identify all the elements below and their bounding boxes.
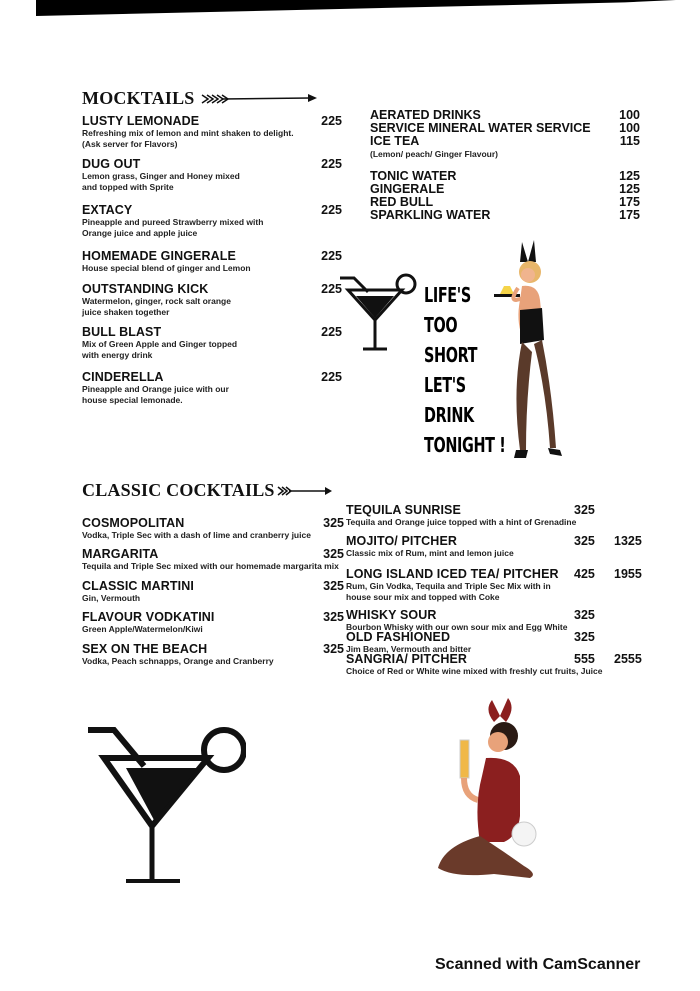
arrow-icon (277, 485, 333, 497)
menu-item-whisky-sour (346, 608, 646, 633)
item-price: 325 (323, 642, 344, 656)
beverage-name: TONIC WATER (370, 168, 457, 183)
item-description: Orange juice and apple juice (82, 227, 198, 238)
item-price: 225 (321, 249, 342, 263)
item-name: DUG OUT (82, 157, 141, 171)
beverages-list (370, 103, 640, 222)
menu-item-mojito-pitcher (346, 534, 646, 559)
scan-edge-shadow (36, 0, 676, 16)
item-description: Lemon grass, Ginger and Honey mixed (82, 171, 240, 181)
item-description: Refreshing mix of lemon and mint shaken to delight. (82, 128, 294, 138)
menu-item-margarita (82, 547, 344, 572)
beverage-price: 175 (619, 194, 640, 209)
item-price: 225 (321, 282, 342, 296)
menu-item-tequila-sunrise (346, 503, 646, 528)
item-price: 425 (574, 567, 595, 581)
menu-item-classic-martini (82, 579, 344, 604)
item-description: Tequila and Orange juice topped with a hint of Grenadine (346, 517, 577, 527)
item-pitcher-price: 1955 (614, 567, 642, 581)
item-description: Pineapple and Orange juice with our (82, 384, 229, 394)
beverage-price: 125 (619, 168, 640, 183)
beverage-name: RED BULL (370, 194, 434, 209)
item-description: Pineapple and pureed Strawberry mixed with (82, 217, 264, 227)
item-description: Bourbon Whisky with our own sour mix and Egg White (346, 622, 568, 632)
arrow-icon (200, 93, 318, 105)
beverage-price: 100 (619, 108, 640, 122)
item-name: BULL BLAST (82, 325, 162, 339)
item-description: Choice of Red or White wine mixed with freshly cut fruits, Juice (346, 666, 603, 676)
camscanner-watermark: Scanned with CamScanner (435, 956, 641, 973)
item-pitcher-price: 1325 (614, 534, 642, 548)
slogan-line: SHORT (424, 343, 478, 367)
menu-item-outstanding-kick (82, 282, 342, 317)
pinup-waitress-illustration (490, 240, 570, 465)
item-description: Watermelon, ginger, rock salt orange (82, 296, 231, 306)
slogan-line: LIFE'S (424, 283, 471, 307)
mocktails-title: MOCKTAILS (82, 88, 195, 108)
item-name: OUTSTANDING KICK (82, 282, 209, 296)
item-description: Classic mix of Rum, mint and lemon juice (346, 548, 514, 558)
item-description: Tequila and Triple Sec mixed with our homemade margarita mix (82, 561, 339, 571)
item-description: with energy drink (82, 349, 153, 360)
beverage-row (370, 196, 640, 209)
item-price: 325 (574, 630, 595, 644)
item-description: Mix of Green Apple and Ginger topped (82, 339, 238, 349)
item-name: SANGRIA/ PITCHER (346, 652, 468, 666)
item-description: (Ask server for Flavors) (82, 138, 178, 149)
beverage-row (370, 209, 640, 222)
item-price: 325 (323, 547, 344, 561)
item-description: Vodka, Peach schnapps, Orange and Cranberry (82, 656, 274, 666)
large-cocktail-glass-icon (86, 722, 246, 886)
menu-item-extacy (82, 203, 342, 238)
item-price: 555 (574, 652, 595, 666)
item-price: 325 (323, 579, 344, 593)
item-name: OLD FASHIONED (346, 630, 451, 644)
item-name: EXTACY (82, 203, 133, 217)
menu-item-flavour-vodkatini (82, 610, 344, 635)
beverage-row (370, 170, 640, 183)
menu-item-cinderella (82, 370, 342, 405)
item-price: 225 (321, 325, 342, 339)
item-name: SEX ON THE BEACH (82, 642, 208, 656)
cocktail-glass-icon (338, 272, 420, 354)
item-description: juice shaken together (82, 306, 170, 317)
item-price: 325 (323, 516, 344, 530)
item-price: 225 (321, 157, 342, 171)
classic-cocktails-title: CLASSIC COCKTAILS (82, 480, 275, 500)
item-name: HOMEMADE GINGERALE (82, 249, 236, 263)
menu-item-old-fashioned (346, 630, 646, 655)
slogan-line: DRINK (424, 403, 474, 427)
item-price: 325 (574, 503, 595, 517)
menu-item-cosmopolitan (82, 516, 344, 541)
menu-item-bull-blast (82, 325, 342, 360)
menu-item-lusty-lemonade (82, 114, 342, 149)
pinup-bunny-illustration (434, 696, 544, 886)
menu-item-dug-out (82, 157, 342, 192)
beverage-name: SERVICE MINERAL WATER SERVICE (370, 121, 591, 135)
beverage-name: AERATED DRINKS (370, 108, 481, 122)
item-description: Green Apple/Watermelon/Kiwi (82, 624, 203, 634)
item-price: 325 (574, 608, 595, 622)
slogan-line: TONIGHT ! (424, 433, 506, 457)
item-description: Rum, Gin Vodka, Tequila and Triple Sec Mix with in (346, 581, 551, 591)
item-description: Vodka, Triple Sec with a dash of lime and cranberry juice (82, 530, 311, 540)
menu-item-sangria-pitcher (346, 652, 646, 677)
menu-item-sex-on-the-beach (82, 642, 344, 667)
item-name: FLAVOUR VODKATINI (82, 610, 215, 624)
item-name: COSMOPOLITAN (82, 516, 185, 530)
beverage-price: 175 (619, 207, 640, 222)
beverage-price: 100 (619, 121, 640, 135)
beverage-price: 125 (619, 181, 640, 196)
item-description: House special blend of ginger and Lemon (82, 263, 251, 273)
beverage-name: GINGERALE (370, 181, 445, 196)
item-name: LONG ISLAND ICED TEA/ PITCHER (346, 567, 559, 581)
item-description: Jim Beam, Vermouth and bitter (346, 644, 472, 654)
item-pitcher-price: 2555 (614, 652, 642, 666)
beverage-row (370, 135, 640, 148)
slogan-line: LET'S (424, 373, 466, 397)
mocktails-heading (82, 88, 318, 109)
menu-item-long-island-iced-tea (346, 567, 646, 602)
item-price: 225 (321, 370, 342, 384)
item-name: MARGARITA (82, 547, 159, 561)
beverage-price: 115 (619, 134, 640, 148)
item-price: 325 (574, 534, 595, 548)
item-description: house special lemonade. (82, 394, 183, 405)
item-price: 225 (321, 203, 342, 217)
item-description: Gin, Vermouth (82, 593, 141, 603)
item-name: MOJITO/ PITCHER (346, 534, 458, 548)
slogan-line: TOO (424, 313, 458, 337)
item-description: and topped with Sprite (82, 181, 174, 192)
item-name: WHISKY SOUR (346, 608, 437, 622)
beverage-name: ICE TEA (370, 134, 420, 148)
beverage-row (370, 103, 640, 122)
item-name: LUSTY LEMONADE (82, 114, 200, 128)
item-name: TEQUILA SUNRISE (346, 503, 461, 517)
beverage-note: (Lemon/ peach/ Ginger Flavour) (370, 149, 498, 159)
item-name: CINDERELLA (82, 370, 164, 384)
item-price: 325 (323, 610, 344, 624)
item-description: house sour mix and topped with Coke (346, 591, 500, 602)
beverage-name: SPARKLING WATER (370, 207, 491, 222)
classic-cocktails-heading (82, 480, 333, 501)
item-name: CLASSIC MARTINI (82, 579, 194, 593)
menu-item-homemade-gingerale (82, 249, 342, 274)
item-price: 225 (321, 114, 342, 128)
beverage-row (370, 183, 640, 196)
